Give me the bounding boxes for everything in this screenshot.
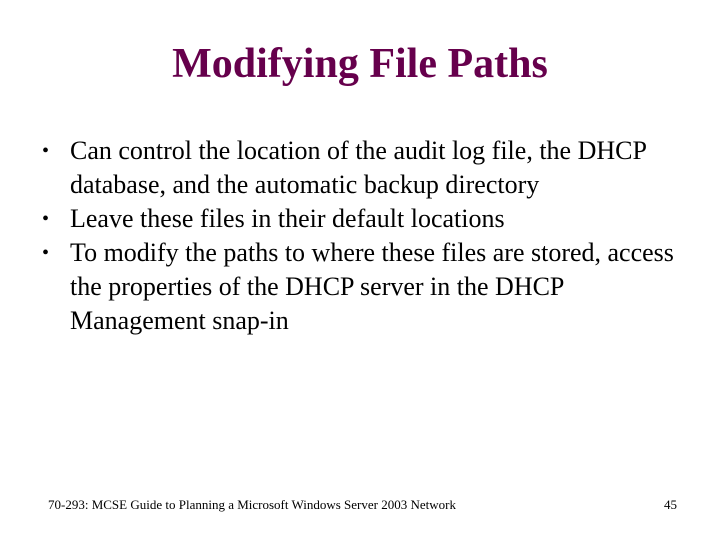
bullet-item xyxy=(42,134,692,202)
bullet-dot-icon: • xyxy=(42,140,50,162)
bullet-item xyxy=(42,202,692,236)
footer-page-number: 45 xyxy=(664,497,677,512)
bullet-text: Can control the location of the audit log file, the DHCP database, and the automatic backup directory xyxy=(70,136,646,199)
bullet-text: Leave these files in their default locations xyxy=(70,204,505,233)
slide-title: Modifying File Paths xyxy=(172,41,548,87)
bullet-item xyxy=(42,236,692,338)
bullet-dot-icon: • xyxy=(42,208,50,230)
footer-course-title: 70-293: MCSE Guide to Planning a Microsoft Windows Server 2003 Network xyxy=(48,497,456,512)
bullet-text: To modify the paths to where these files are stored, access the properties of the DHCP server in the DHCP Management snap-in xyxy=(70,238,674,335)
bullet-list xyxy=(42,134,692,338)
slide-footer xyxy=(48,495,677,515)
bullet-dot-icon: • xyxy=(42,242,50,264)
